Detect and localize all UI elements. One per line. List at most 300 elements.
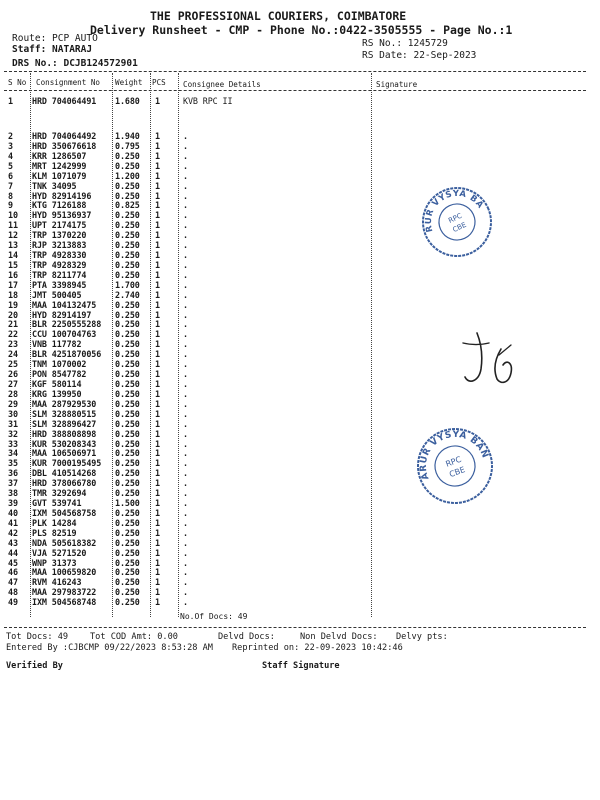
row-consignee: . [183,379,188,389]
row-pcs: 1 [155,478,160,489]
row-sno: 7 [8,180,13,191]
reprinted-on: Reprinted on: 22-09-2023 10:42:46 [232,643,403,653]
table-row [0,577,372,587]
row-consignee: . [183,597,188,608]
row-sno: 29 [8,398,18,409]
company-name: THE PROFESSIONAL COURIERS, COIMBATORE [150,9,407,23]
table-row [0,161,372,171]
row-consignee: . [183,150,188,161]
table-row [0,498,372,508]
row-sno: 32 [8,428,18,439]
row-weight: 0.250 [115,537,140,548]
row-consignee: . [183,468,188,479]
row-sno: 39 [8,498,18,509]
row-sno: 4 [8,150,13,161]
table-row [0,220,372,230]
row-consignment-no: HRD 704064492 [32,131,97,141]
row-pcs: 1 [155,299,160,310]
row-sno: 27 [8,379,18,389]
table-row [0,260,372,270]
row-consignment-no: DBL 410514268 [32,468,97,479]
row-consignee: . [183,567,188,578]
row-weight: 0.250 [115,448,140,459]
row-consignee: . [183,349,188,360]
row-consignee: . [183,537,188,548]
row-consignment-no: GVT 539741 [32,498,82,509]
bank-stamp-top [421,186,493,258]
row-weight: 0.250 [115,269,140,280]
row-consignee: . [183,498,188,509]
table-row [0,409,372,419]
row-pcs: 1 [155,567,160,578]
row-sno: 36 [8,468,18,479]
table-row [0,171,372,181]
footer-rule [4,627,586,628]
row-consignment-no: KGF 580114 [32,379,82,389]
row-weight: 0.250 [115,408,140,419]
row-consignee: . [183,527,188,538]
handwritten-signature [455,325,525,395]
row-consignment-no: HYD 95136937 [32,210,92,221]
row-weight: 0.250 [115,507,140,518]
row-sno: 18 [8,289,18,300]
table-row [0,399,372,409]
row-consignee: . [183,299,188,310]
table-row [0,468,372,478]
row-sno: 15 [8,259,18,270]
row-pcs: 1 [155,379,160,389]
row-pcs: 1 [155,131,160,141]
row-pcs: 1 [155,180,160,191]
table-row [0,310,372,320]
row-sno: 31 [8,418,18,429]
row-consignee: . [183,250,188,261]
table-row [0,538,372,548]
stamp-top-bank-name: KARUR VYSYA BANK [423,188,486,234]
row-weight: 0.250 [115,180,140,191]
row-consignment-no: MAA 100659820 [32,567,97,578]
row-sno: 46 [8,567,18,578]
row-consignment-no: TRP 1370220 [32,230,87,241]
row-weight: 0.250 [115,220,140,231]
table-row [0,419,372,429]
bank-stamp-bottom [415,426,495,506]
row-pcs: 1 [155,210,160,221]
row-consignment-no: SLM 328880515 [32,408,97,419]
row-weight: 0.250 [115,259,140,270]
row-consignment-no: HRD 378066780 [32,478,97,489]
row-pcs: 1 [155,259,160,270]
row-consignee: . [183,398,188,409]
row-sno: 8 [8,190,13,201]
row-sno: 22 [8,329,18,340]
row-pcs: 1 [155,279,160,290]
row-sno: 9 [8,200,13,211]
row-consignment-no: HRD 350676618 [32,140,97,151]
table-row [0,448,372,458]
stamp-bottom-cbe: CBE [448,465,467,480]
row-weight: 0.250 [115,597,140,608]
row-consignment-no: MAA 104132475 [32,299,97,310]
row-weight: 0.795 [115,140,140,151]
table-row [0,439,372,449]
row-sno: 1 [8,96,13,106]
row-consignee: . [183,259,188,270]
row-weight: 0.250 [115,160,140,171]
row-sno: 47 [8,577,18,588]
row-sno: 42 [8,527,18,538]
table-row [0,300,372,310]
drs-number: DRS No.: DCJB124572901 [12,58,138,69]
row-pcs: 1 [155,388,160,399]
row-weight: 0.250 [115,210,140,221]
row-sno: 17 [8,279,18,290]
table-row [0,349,372,359]
row-consignee: . [183,369,188,380]
row-consignee: . [183,418,188,429]
row-consignment-no: TNK 34095 [32,180,77,191]
bank-stamp-bottom-graphic [415,426,495,506]
row-consignment-no: MAA 287929530 [32,398,97,409]
row-consignment-no: TRP 4928329 [32,259,87,270]
row-sno: 6 [8,170,13,181]
row-consignee: . [183,339,188,350]
table-row [0,359,372,369]
row-consignment-no: KUR 7000195495 [32,458,102,469]
table-row [0,429,372,439]
row-weight: 0.250 [115,379,140,389]
table-row [0,329,372,339]
row-weight: 0.250 [115,349,140,360]
row-weight: 0.250 [115,488,140,499]
row-pcs: 1 [155,557,160,568]
total-docs: Tot Docs: 49 [6,632,69,642]
row-sno: 25 [8,359,18,370]
row-consignee: KVB RPC II [183,96,233,106]
table-row [0,280,372,290]
row-pcs: 1 [155,507,160,518]
row-weight: 0.250 [115,240,140,251]
row-weight: 0.250 [115,299,140,310]
row-sno: 34 [8,448,18,459]
row-sno: 40 [8,507,18,518]
row-pcs: 1 [155,527,160,538]
row-sno: 24 [8,349,18,360]
table-row [0,131,372,141]
row-sno: 5 [8,160,13,171]
header-rule-bottom [4,90,586,91]
row-pcs: 1 [155,329,160,340]
row-consignment-no: UPT 2174175 [32,220,87,231]
row-weight: 0.250 [115,567,140,578]
bank-stamp-top-graphic [421,186,493,258]
row-sno: 38 [8,488,18,499]
table-row [0,319,372,329]
row-consignee: . [183,160,188,171]
stamp-top-rpc: RPC [447,211,464,225]
table-row [0,558,372,568]
row-weight: 0.250 [115,428,140,439]
table-row [0,290,372,300]
row-pcs: 1 [155,160,160,171]
row-consignee: . [183,180,188,191]
row-pcs: 1 [155,428,160,439]
row-weight: 0.250 [115,190,140,201]
row-pcs: 1 [155,250,160,261]
row-weight: 2.740 [115,289,140,300]
row-consignment-no: TRP 4928330 [32,250,87,261]
non-delivered-docs: Non Delvd Docs: [300,632,378,642]
row-weight: 0.250 [115,478,140,489]
table-row [0,488,372,498]
table-row [0,230,372,240]
table-row [0,200,372,210]
row-consignment-no: WNP 31373 [32,557,77,568]
row-consignment-no: KTG 7126188 [32,200,87,211]
row-weight: 1.200 [115,170,140,181]
row-pcs: 1 [155,289,160,300]
row-weight: 0.250 [115,309,140,320]
col-header-pcs: PCS [152,78,166,87]
row-consignment-no: RVM 416243 [32,577,82,588]
row-pcs: 1 [155,269,160,280]
row-weight: 0.250 [115,398,140,409]
table-row [0,508,372,518]
col-header-consignee: Consignee Details [183,80,261,89]
row-sno: 12 [8,230,18,241]
row-sno: 10 [8,210,18,221]
row-consignment-no: TRP 8211774 [32,269,87,280]
row-consignee: . [183,140,188,151]
entered-by: Entered By :CJBCMP 09/22/2023 8:53:28 AM [6,643,213,653]
table-row [0,518,372,528]
row-consignment-no: MAA 106506971 [32,448,97,459]
table-row [0,339,372,349]
table-row [0,191,372,201]
row-weight: 0.250 [115,517,140,528]
row-weight: 0.250 [115,369,140,380]
row-pcs: 1 [155,448,160,459]
row-pcs: 1 [155,150,160,161]
row-consignee: . [183,170,188,181]
row-consignment-no: PLK 14284 [32,517,77,528]
row-consignee: . [183,408,188,419]
row-pcs: 1 [155,418,160,429]
row-sno: 3 [8,140,13,151]
table-row [0,141,372,151]
table-row [0,587,372,597]
row-consignee: . [183,131,188,141]
table-row [0,369,372,379]
staff-signature: Staff Signature [262,661,340,671]
row-sno: 37 [8,478,18,489]
row-pcs: 1 [155,547,160,558]
row-consignee: . [183,587,188,598]
row-weight: 1.700 [115,279,140,290]
runsheet-subtitle: Delivery Runsheet - CMP - Phone No.:0422-3505555 - Page No.:1 [90,23,513,37]
row-pcs: 1 [155,369,160,380]
row-consignment-no: HRD 388808898 [32,428,97,439]
row-consignee: . [183,448,188,459]
header-rule-top [4,71,586,72]
row-weight: 1.500 [115,498,140,509]
row-consignee: . [183,507,188,518]
delivered-docs: Delvd Docs: [218,632,275,642]
row-consignment-no: BLR 2250555288 [32,319,102,330]
row-consignee: . [183,478,188,489]
table-row [0,389,372,399]
row-pcs: 1 [155,468,160,479]
delivery-points: Delvy pts: [396,632,448,642]
row-pcs: 1 [155,398,160,409]
row-consignment-no: TNM 1070002 [32,359,87,370]
row-consignment-no: PON 8547782 [32,369,87,380]
table-row [0,181,372,191]
table-row [0,478,372,488]
row-consignment-no: HYD 82914197 [32,309,92,320]
table-row [0,96,372,106]
rs-date: RS Date: 22-Sep-2023 [362,50,477,61]
row-consignment-no: PTA 3398945 [32,279,87,290]
row-weight: 0.250 [115,587,140,598]
row-consignee: . [183,269,188,280]
table-row [0,250,372,260]
table-row [0,379,372,389]
row-pcs: 1 [155,230,160,241]
row-weight: 0.250 [115,388,140,399]
row-consignment-no: BLR 4251870056 [32,349,102,360]
row-weight: 0.250 [115,438,140,449]
row-consignee: . [183,240,188,251]
row-sno: 20 [8,309,18,320]
row-pcs: 1 [155,488,160,499]
row-consignee: . [183,329,188,340]
verified-by: Verified By [6,661,63,671]
row-consignment-no: VNB 117782 [32,339,82,350]
row-sno: 35 [8,458,18,469]
row-consignment-no: PLS 82519 [32,527,77,538]
row-weight: 0.250 [115,359,140,370]
row-weight: 0.250 [115,418,140,429]
stamp-bottom-rpc: RPC [444,454,463,469]
row-sno: 21 [8,319,18,330]
row-sno: 41 [8,517,18,528]
row-weight: 0.250 [115,230,140,241]
no-of-docs: No.Of Docs: 49 [180,612,248,621]
row-consignee: . [183,547,188,558]
row-consignee: . [183,388,188,399]
row-consignee: . [183,488,188,499]
row-consignment-no: VJA 5271520 [32,547,87,558]
col-header-signature: Signature [376,80,418,89]
row-pcs: 1 [155,190,160,201]
row-consignee: . [183,309,188,320]
row-sno: 28 [8,388,18,399]
row-pcs: 1 [155,140,160,151]
row-pcs: 1 [155,170,160,181]
row-weight: 0.250 [115,250,140,261]
row-pcs: 1 [155,597,160,608]
row-consignment-no: HRD 704064491 [32,96,97,106]
row-consignee: . [183,458,188,469]
row-pcs: 1 [155,408,160,419]
row-consignment-no: KRR 1286507 [32,150,87,161]
row-consignee: . [183,220,188,231]
row-sno: 44 [8,547,18,558]
row-weight: 0.250 [115,468,140,479]
row-pcs: 1 [155,498,160,509]
col-header-consignment: Consignment No [36,78,101,87]
row-consignee: . [183,190,188,201]
row-sno: 43 [8,537,18,548]
row-pcs: 1 [155,240,160,251]
row-weight: 0.250 [115,557,140,568]
row-consignment-no: SLM 328896427 [32,418,97,429]
row-consignee: . [183,319,188,330]
table-row [0,548,372,558]
row-pcs: 1 [155,359,160,370]
row-consignment-no: CCU 100704763 [32,329,97,340]
row-weight: 0.250 [115,339,140,350]
row-consignee: . [183,200,188,211]
table-row [0,458,372,468]
row-sno: 33 [8,438,18,449]
table-row [0,210,372,220]
row-weight: 0.250 [115,319,140,330]
row-weight: 0.250 [115,577,140,588]
row-weight: 0.250 [115,458,140,469]
col-header-sno: S No [8,78,27,87]
row-consignee: . [183,517,188,528]
row-pcs: 1 [155,517,160,528]
row-consignment-no: IXM 504568748 [32,597,97,608]
total-cod-amount: Tot COD Amt: 0.00 [90,632,178,642]
row-sno: 49 [8,597,18,608]
row-consignee: . [183,557,188,568]
row-sno: 13 [8,240,18,251]
table-row [0,240,372,250]
stamp-top-cbe: CBE [451,220,468,235]
row-pcs: 1 [155,537,160,548]
row-consignee: . [183,279,188,290]
row-sno: 19 [8,299,18,310]
row-pcs: 1 [155,200,160,211]
row-weight: 0.250 [115,547,140,558]
row-weight: 1.940 [115,131,140,141]
row-consignment-no: KUR 530208343 [32,438,97,449]
row-pcs: 1 [155,220,160,231]
row-consignment-no: RJP 3213883 [32,240,87,251]
row-weight: 0.250 [115,329,140,340]
row-weight: 0.250 [115,150,140,161]
row-consignment-no: MRT 1242999 [32,160,87,171]
rs-number: RS No.: 1245729 [362,38,448,49]
row-sno: 16 [8,269,18,280]
row-consignee: . [183,428,188,439]
table-row [0,528,372,538]
row-consignment-no: NDA 505618382 [32,537,97,548]
row-consignee: . [183,359,188,370]
row-sno: 45 [8,557,18,568]
table-row [0,151,372,161]
row-pcs: 1 [155,339,160,350]
row-sno: 2 [8,131,13,141]
row-consignee: . [183,230,188,241]
row-pcs: 1 [155,587,160,598]
table-row [0,567,372,577]
table-row [0,597,372,607]
staff-label: Staff: NATARAJ [12,44,93,55]
